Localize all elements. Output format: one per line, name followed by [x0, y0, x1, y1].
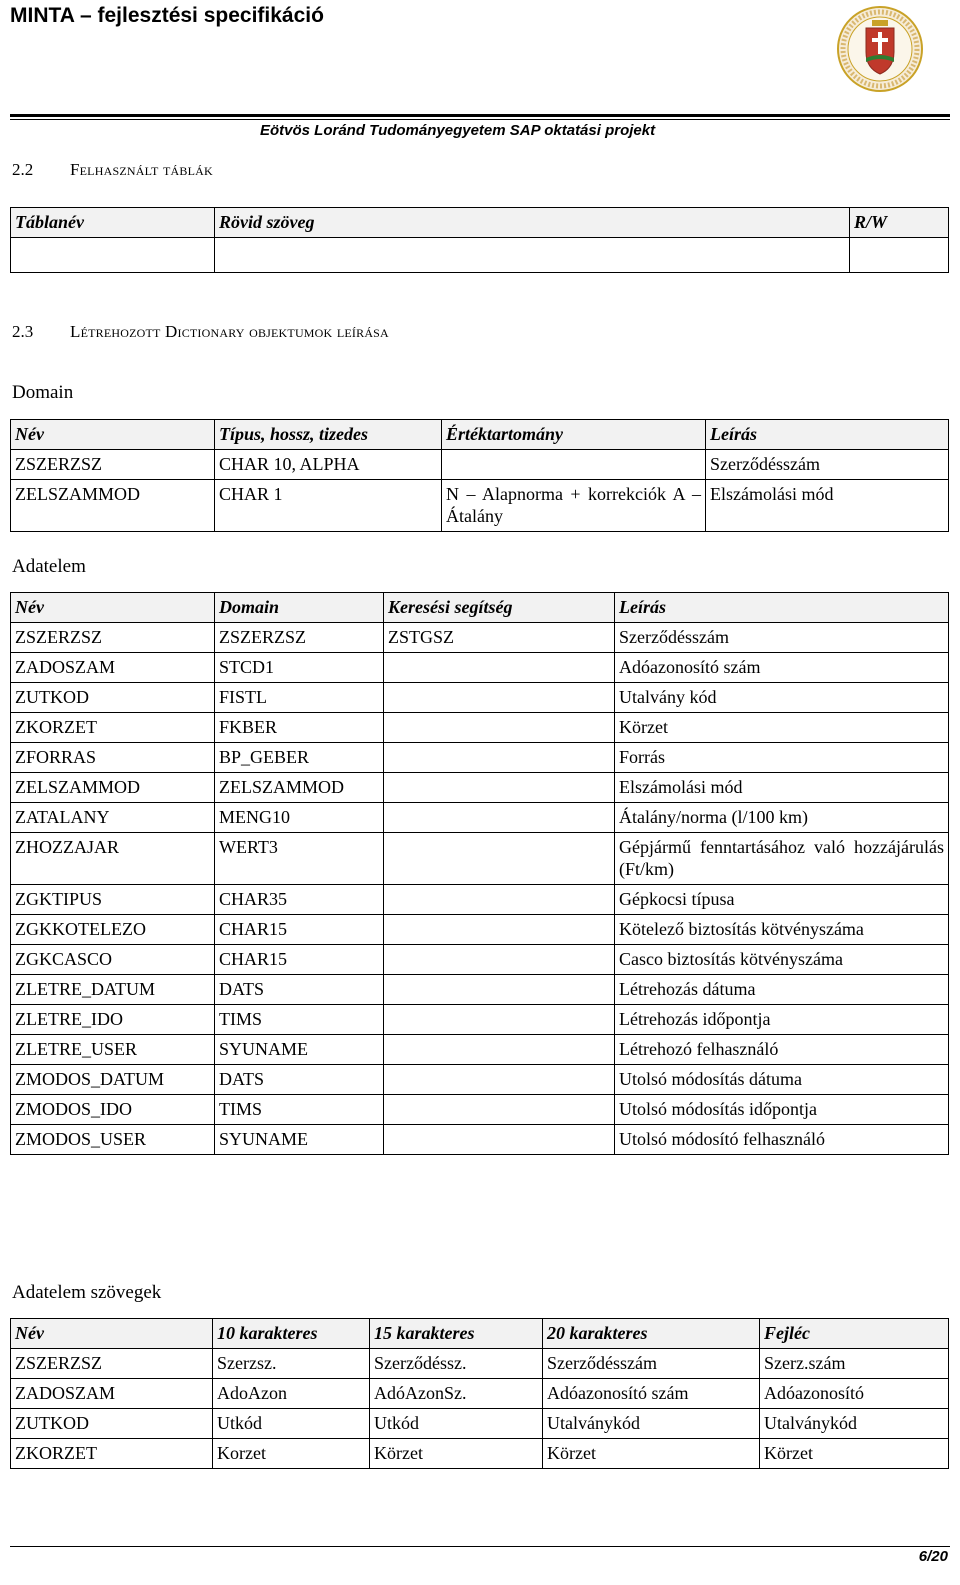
- cell-description: Átalány/norma (l/100 km): [615, 803, 949, 833]
- cell-search-help: [384, 713, 615, 743]
- cell-20-char: Körzet: [543, 1439, 760, 1469]
- header-cell: 10 karakteres: [213, 1319, 370, 1349]
- cell-search-help: ZSTGSZ: [384, 623, 615, 653]
- cell-description: Létrehozás dátuma: [615, 975, 949, 1005]
- cell-name: ZSZERZSZ: [11, 450, 215, 480]
- cell-name: ZLETRE_USER: [11, 1035, 215, 1065]
- empty-cell: [11, 238, 215, 273]
- cell-name: ZMODOS_DATUM: [11, 1065, 215, 1095]
- adatelem-szovegek-heading: Adatelem szövegek: [12, 1282, 162, 1303]
- cell-description: Körzet: [615, 713, 949, 743]
- data-element-table: [10, 592, 949, 1155]
- cell-domain: CHAR35: [215, 885, 384, 915]
- cell-description: Szerződésszám: [615, 623, 949, 653]
- cell-name: ZFORRAS: [11, 743, 215, 773]
- cell-domain: TIMS: [215, 1005, 384, 1035]
- used-tables-table: [10, 207, 949, 273]
- table-row: [11, 833, 949, 885]
- cell-name: ZATALANY: [11, 803, 215, 833]
- cell-name: ZGKCASCO: [11, 945, 215, 975]
- cell-15-char: Körzet: [370, 1439, 543, 1469]
- header-cell: Név: [11, 420, 215, 450]
- table-row: [11, 1065, 949, 1095]
- cell-search-help: [384, 1005, 615, 1035]
- cell-domain: BP_GEBER: [215, 743, 384, 773]
- cell-name: ZLETRE_IDO: [11, 1005, 215, 1035]
- cell-15-char: Szerződéssz.: [370, 1349, 543, 1379]
- section-title: Létrehozott Dictionary objektumok leírása: [70, 322, 389, 341]
- header-cell: Név: [11, 1319, 213, 1349]
- empty-cell: [215, 238, 850, 273]
- table-row: [11, 1035, 949, 1065]
- cell-range: N – Alapnorma + korrekciók A – Átalány: [442, 480, 706, 532]
- cell-10-char: Utkód: [213, 1409, 370, 1439]
- cell-description: Casco biztosítás kötvényszáma: [615, 945, 949, 975]
- header-rule-thin: [10, 119, 950, 120]
- cell-search-help: [384, 1065, 615, 1095]
- table-row: [11, 238, 949, 273]
- footer-rule: [10, 1546, 950, 1547]
- cell-type: CHAR 10, ALPHA: [215, 450, 442, 480]
- table-row: [11, 1439, 949, 1469]
- cell-20-char: Szerződésszám: [543, 1349, 760, 1379]
- section-heading-2-3: [12, 322, 389, 342]
- cell-description: Gépkocsi típusa: [615, 885, 949, 915]
- cell-range: [442, 450, 706, 480]
- domain-heading: Domain: [12, 382, 74, 403]
- cell-description: Elszámolási mód: [615, 773, 949, 803]
- table-row: [11, 1005, 949, 1035]
- cell-description: Gépjármű fenntartásához való hozzájárulás (Ft/km): [615, 833, 949, 885]
- section-heading-2-2: [12, 160, 213, 180]
- project-subtitle: Eötvös Loránd Tudományegyetem SAP oktatási projekt: [260, 122, 656, 139]
- section-title: Felhasznált táblák: [70, 160, 213, 179]
- cell-15-char: AdóAzonSz.: [370, 1379, 543, 1409]
- table-row: [11, 975, 949, 1005]
- table-row: [11, 450, 949, 480]
- cell-description: Utalvány kód: [615, 683, 949, 713]
- cell-search-help: [384, 833, 615, 885]
- cell-10-char: Korzet: [213, 1439, 370, 1469]
- cell-domain: MENG10: [215, 803, 384, 833]
- cell-name: ZSZERZSZ: [11, 623, 215, 653]
- table-header-row: [11, 1319, 949, 1349]
- cell-search-help: [384, 975, 615, 1005]
- header-rule-thick: [10, 114, 950, 117]
- cell-20-char: Utalványkód: [543, 1409, 760, 1439]
- cell-name: ZLETRE_DATUM: [11, 975, 215, 1005]
- cell-15-char: Utkód: [370, 1409, 543, 1439]
- cell-search-help: [384, 915, 615, 945]
- cell-header-text: Adóazonosító: [760, 1379, 949, 1409]
- cell-name: ZKORZET: [11, 1439, 213, 1469]
- cell-domain: FISTL: [215, 683, 384, 713]
- cell-name: ZADOSZAM: [11, 653, 215, 683]
- cell-name: ZUTKOD: [11, 683, 215, 713]
- cell-search-help: [384, 803, 615, 833]
- table-row: [11, 623, 949, 653]
- university-seal-logo: [836, 2, 924, 96]
- cell-description: Létrehozás időpontja: [615, 1005, 949, 1035]
- cell-header-text: Körzet: [760, 1439, 949, 1469]
- header-cell: Értéktartomány: [442, 420, 706, 450]
- section-number: 2.3: [12, 322, 34, 341]
- table-row: [11, 773, 949, 803]
- section-number: 2.2: [12, 160, 34, 179]
- cell-name: ZGKTIPUS: [11, 885, 215, 915]
- cell-description: Elszámolási mód: [706, 480, 949, 532]
- cell-type: CHAR 1: [215, 480, 442, 532]
- header-cell: Leírás: [615, 593, 949, 623]
- cell-name: ZSZERZSZ: [11, 1349, 213, 1379]
- data-element-texts-table: [10, 1318, 949, 1469]
- cell-name: ZHOZZAJAR: [11, 833, 215, 885]
- cell-description: Utolsó módosító felhasználó: [615, 1125, 949, 1155]
- table-header-row: [11, 420, 949, 450]
- table-row: [11, 1349, 949, 1379]
- cell-search-help: [384, 1095, 615, 1125]
- cell-domain: STCD1: [215, 653, 384, 683]
- table-row: [11, 743, 949, 773]
- cell-name: ZADOSZAM: [11, 1379, 213, 1409]
- cell-description: Adóazonosító szám: [615, 653, 949, 683]
- header-cell: Domain: [215, 593, 384, 623]
- header-cell: Típus, hossz, tizedes: [215, 420, 442, 450]
- document-title: MINTA – fejlesztési specifikáció: [10, 4, 324, 27]
- table-row: [11, 1095, 949, 1125]
- cell-search-help: [384, 1125, 615, 1155]
- header-cell: Táblanév: [11, 208, 215, 238]
- header-cell: Rövid szöveg: [215, 208, 850, 238]
- cell-domain: ZELSZAMMOD: [215, 773, 384, 803]
- cell-name: ZGKKOTELEZO: [11, 915, 215, 945]
- cell-search-help: [384, 885, 615, 915]
- cell-name: ZMODOS_IDO: [11, 1095, 215, 1125]
- cell-name: ZELSZAMMOD: [11, 480, 215, 532]
- empty-cell: [850, 238, 949, 273]
- table-row: [11, 653, 949, 683]
- header-cell: Név: [11, 593, 215, 623]
- cell-name: ZKORZET: [11, 713, 215, 743]
- cell-description: Forrás: [615, 743, 949, 773]
- cell-domain: WERT3: [215, 833, 384, 885]
- cell-domain: SYUNAME: [215, 1035, 384, 1065]
- cell-domain: DATS: [215, 975, 384, 1005]
- table-header-row: [11, 593, 949, 623]
- cell-description: Utolsó módosítás dátuma: [615, 1065, 949, 1095]
- cell-name: ZMODOS_USER: [11, 1125, 215, 1155]
- table-row: [11, 480, 949, 532]
- table-row: [11, 803, 949, 833]
- header-cell: R/W: [850, 208, 949, 238]
- cell-search-help: [384, 1035, 615, 1065]
- table-header-row: [11, 208, 949, 238]
- cell-search-help: [384, 743, 615, 773]
- cell-10-char: Szerzsz.: [213, 1349, 370, 1379]
- cell-header-text: Szerz.szám: [760, 1349, 949, 1379]
- cell-description: Kötelező biztosítás kötvényszáma: [615, 915, 949, 945]
- cell-name: ZELSZAMMOD: [11, 773, 215, 803]
- header-cell: Leírás: [706, 420, 949, 450]
- table-row: [11, 915, 949, 945]
- cell-search-help: [384, 945, 615, 975]
- table-row: [11, 885, 949, 915]
- cell-domain: SYUNAME: [215, 1125, 384, 1155]
- cell-domain: CHAR15: [215, 945, 384, 975]
- domain-table: [10, 419, 949, 532]
- table-row: [11, 1409, 949, 1439]
- cell-name: ZUTKOD: [11, 1409, 213, 1439]
- header-cell: Fejléc: [760, 1319, 949, 1349]
- cell-20-char: Adóazonosító szám: [543, 1379, 760, 1409]
- table-row: [11, 1379, 949, 1409]
- cell-header-text: Utalványkód: [760, 1409, 949, 1439]
- header-cell: 15 karakteres: [370, 1319, 543, 1349]
- table-row: [11, 713, 949, 743]
- page-number: 6/20: [918, 1548, 948, 1565]
- cell-search-help: [384, 773, 615, 803]
- cell-domain: TIMS: [215, 1095, 384, 1125]
- table-row: [11, 1125, 949, 1155]
- table-row: [11, 945, 949, 975]
- cell-domain: CHAR15: [215, 915, 384, 945]
- header-cell: Keresési segítség: [384, 593, 615, 623]
- cell-domain: DATS: [215, 1065, 384, 1095]
- cell-search-help: [384, 683, 615, 713]
- cell-domain: FKBER: [215, 713, 384, 743]
- cell-description: Szerződésszám: [706, 450, 949, 480]
- table-row: [11, 683, 949, 713]
- cell-search-help: [384, 653, 615, 683]
- cell-domain: ZSZERZSZ: [215, 623, 384, 653]
- cell-description: Létrehozó felhasználó: [615, 1035, 949, 1065]
- header-cell: 20 karakteres: [543, 1319, 760, 1349]
- cell-description: Utolsó módosítás időpontja: [615, 1095, 949, 1125]
- cell-10-char: AdoAzon: [213, 1379, 370, 1409]
- adatelem-heading: Adatelem: [12, 556, 86, 577]
